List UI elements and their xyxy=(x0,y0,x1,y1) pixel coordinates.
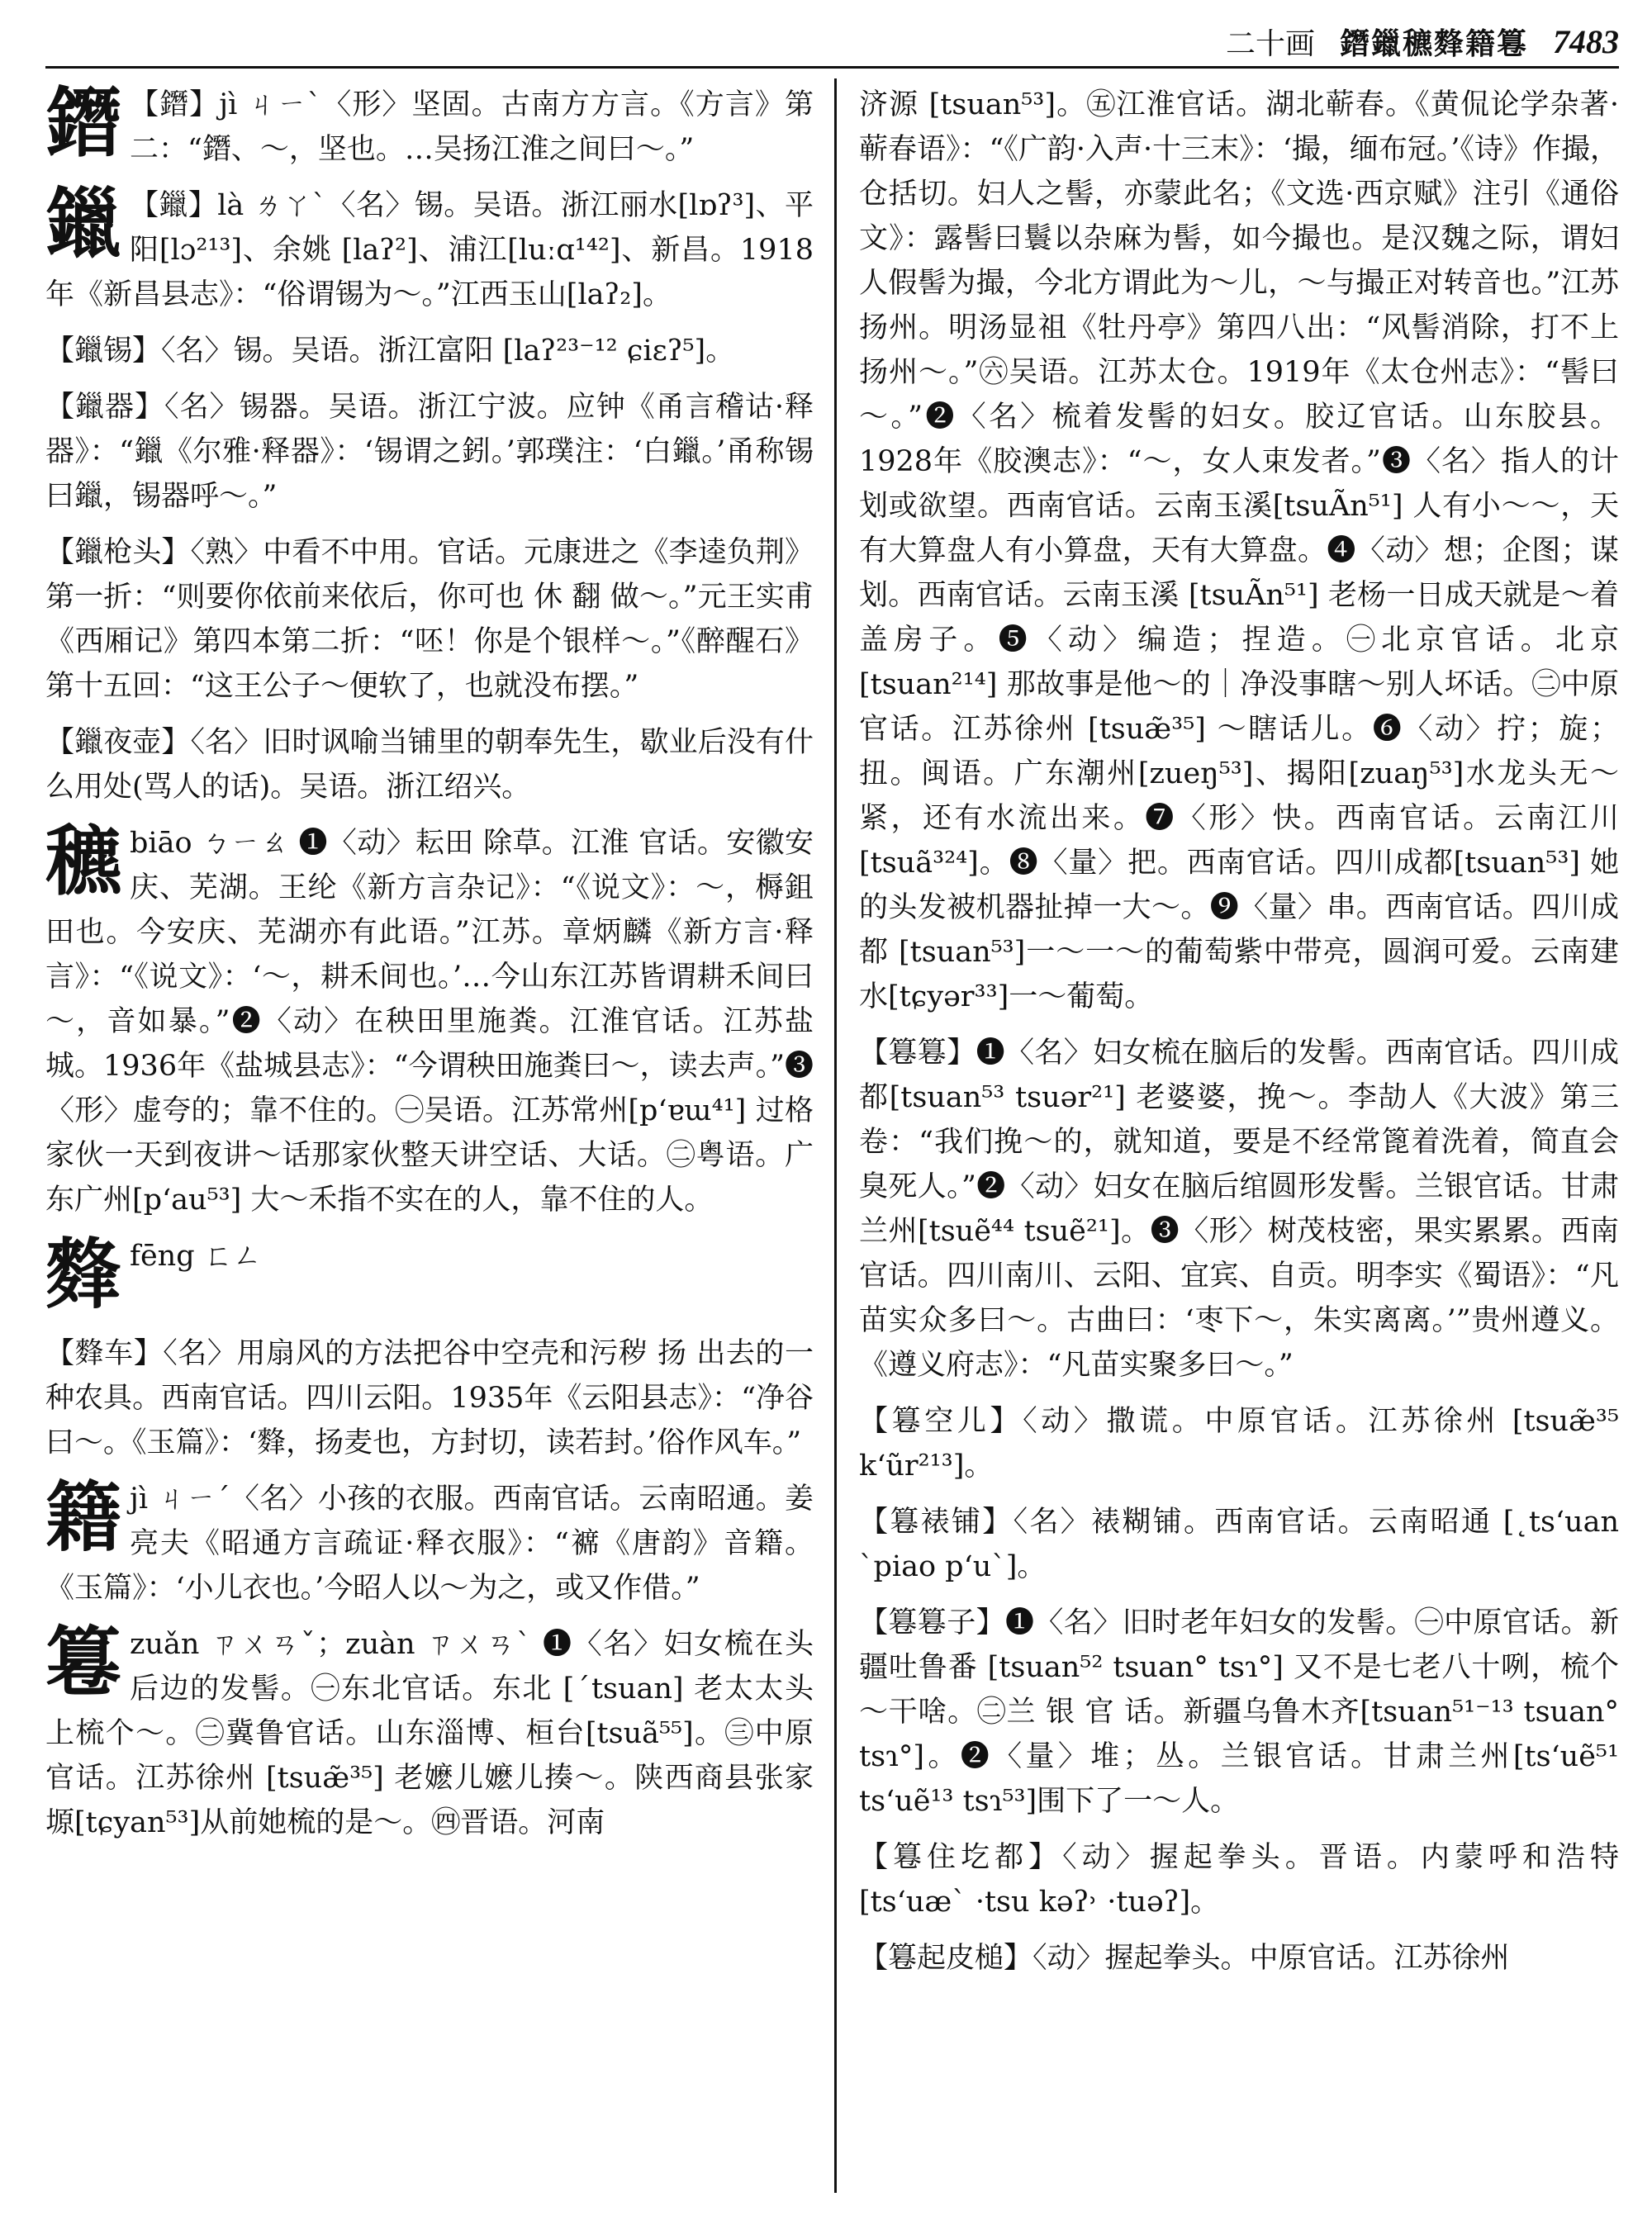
entry-zuanzhu xyxy=(859,1835,1619,1924)
entry-text: 【鐕】jì ㄐㄧˋ〈形〉坚固。古南方方言。《方言》第二：“鐕、～，坚也。…吴扬江淮之间曰～。” xyxy=(130,88,814,166)
entry-text: 【鑞枪头】〈熟〉中看不中用。官话。元康进之《李逵负荆》第一折：“则要你依前来依后，你可也 休 翻 做～。”元王实甫《西厢记》第四本第二折：“呸！你是个银样～。”《醉醒石》第十五回：“这王公子～便软了，也就没布摆。” xyxy=(45,536,814,703)
headword: 穮 xyxy=(45,817,122,906)
header-chars: 鐕鑞穮䴶籍篹 xyxy=(1339,26,1528,61)
headword: 䴶 xyxy=(45,1230,122,1319)
entry-text: 【篹起皮槌】〈动〉握起拳头。中原官话。江苏徐州 xyxy=(859,1942,1510,1975)
entry-text: 【鑞器】〈名〉锡器。吴语。浙江宁波。应钟《甬言稽诂·释器》：“鑞《尔雅·释器》：‘锡谓之鈏。’郭璞注：‘白鑞。’甬称锡曰鑞，锡器呼～。” xyxy=(45,391,814,513)
entry-text: 【鑞夜壶】〈名〉旧时讽喻当铺里的朝奉先生，歇业后没有什么用处(骂人的话)。吴语。浙江绍兴。 xyxy=(45,726,814,804)
entry-feng xyxy=(45,1230,814,1320)
page-header xyxy=(1123,17,1619,66)
headword: 鐕 xyxy=(45,78,122,168)
entry-text: 【䴶车】〈名〉用扇风的方法把谷中空壳和污秽 扬 出去的一种农具。西南官话。四川云阳。1935年《云阳县志》：“净谷曰～。《玉篇》：‘䴶，扬麦也，方封切，读若封。’俗作风车。” xyxy=(45,1337,814,1459)
page-number: 7483 xyxy=(1553,22,1619,60)
entry-jian xyxy=(45,78,814,172)
header-rule xyxy=(45,66,1619,69)
entry-text: 【鑞】là ㄌㄚˋ〈名〉锡。吴语。浙江丽水[lɒʔ³]、平阳[lɔ²¹³]、余姚 [laʔ²]、浦江[luːɑ¹⁴²]、新昌。1918年《新昌县志》：“俗谓锡为～。”江西玉山[laʔ₂]。 xyxy=(45,189,814,311)
entry-text: jì ㄐㄧˊ〈名〉小孩的衣服。西南官话。云南昭通。姜亮夫《昭通方言疏证·释衣服》：“褯《唐韵》音籍。《玉篇》：‘小儿衣也。’今昭人以～为之，或又作借。” xyxy=(45,1483,814,1605)
entry-text: 【篹裱铺】〈名〉裱糊铺。西南官话。云南昭通 [˛tsʻuan ˋpiao pʻuˋ]。 xyxy=(859,1506,1619,1583)
entry-zuanzuanzi xyxy=(859,1601,1619,1824)
headword: 籍 xyxy=(45,1473,122,1562)
entry-zuanqipichui xyxy=(859,1936,1619,1981)
entry-text: 济源 [tsuan⁵³]。㊄江淮官话。湖北蕲春。《黄侃论学杂著·蕲春语》：“《广韵·入声·十三末》：‘撮，缅布冠。’《诗》作撮，仓括切。妇人之髻，亦蒙此名；《文选·西京赋》注引《通俗文》：露髻曰鬟以杂麻为髻，如今撮也。是汉魏之际，谓妇人假髻为撮，今北方谓此为～儿，～与撮正对转音也。”江苏扬州。明汤显祖《牡丹亭》第四八出：“风髻消除，打不上扬州～。”㊅吴语。江苏太仓。1919年《太仓州志》：“髻曰～。”❷〈名〉梳着发髻的妇女。胶辽官话。山东胶县。1928年《胶澳志》：“～，女人束发者。”❸〈名〉指人的计划或欲望。西南官话。云南玉溪[tsuÃn⁵¹] 人有小～～，天有大算盘人有小算盘，天有大算盘。❹〈动〉想；企图；谋划。西南官话。云南玉溪 [tsuÃn⁵¹] 老杨一日成天就是～着盖房子。❺〈动〉编造；捏造。㊀北京官话。北京[tsuan²¹⁴] 那故事是他～的｜净没事瞎～别人坏话。㊁中原官话。江苏徐州 [tsuæ̃³⁵] ～瞎话儿。❻〈动〉拧；旋；扭。闽语。广东潮州[zueŋ⁵³]、揭阳[zuaŋ⁵³]水龙头无～紧，还有水流出来。❼〈形〉快。西南官话。云南江川[tsuã³²⁴]。❽〈量〉把。西南官话。四川成都[tsuan⁵³] 她的头发被机器扯掉一大～。❾〈量〉串。西南官话。四川成都 [tsuan⁵³]一～一～的葡萄紫中带亮，圆润可爱。云南建水[tɕyər³³]一～葡萄。 xyxy=(859,88,1619,1013)
entry-la xyxy=(45,179,814,317)
headword: 鑞 xyxy=(45,179,122,268)
entry-ji xyxy=(45,1473,814,1611)
entry-biao xyxy=(45,817,814,1222)
entry-zuanzuan xyxy=(859,1031,1619,1388)
entry-text: 【鑞锡】〈名〉锡。吴语。浙江富阳 [laʔ²³⁻¹² ɕiɛʔ⁵]。 xyxy=(45,334,735,368)
headword: 篹 xyxy=(45,1618,122,1707)
entry-zuanbiaopu xyxy=(859,1500,1619,1589)
section-label: 二十画 xyxy=(1225,26,1315,61)
entry-text: 【篹篹】❶〈名〉妇女梳在脑后的发髻。西南官话。四川成都[tsuan⁵³ tsuər²¹] 老婆婆，挽～。李劼人《大波》第三卷：“我们挽～的，就知道，要是不经常篦着洗着，简直会臭死人。”❷〈动〉妇女在脑后绾圆形发髻。兰银官话。甘肃兰州[tsuẽ⁴⁴ tsuẽ²¹]。❸〈形〉树茂枝密，果实累累。西南官话。四川南川、云阳、宜宾、自贡。明李实《蜀语》：“凡苗实众多曰～。古曲曰：‘枣下～，朱实离离。’”贵州遵义。《遵义府志》：“凡苗实聚多曰～。” xyxy=(859,1037,1619,1382)
entry-text: zuǎn ㄗㄨㄢˇ；zuàn ㄗㄨㄢˋ ❶〈名〉妇女梳在头后边的发髻。㊀东北官话。东北 [ˊtsuan] 老太太头上梳个～。㊁冀鲁官话。山东淄博、桓台[tsuã⁵⁵]。㊂中原官话。江苏徐州 [tsuæ̃³⁵] 老嬷儿嬷儿揍～。陕西商县张家塬[tɕyan⁵³]从前她梳的是～。㊃晋语。河南 xyxy=(45,1628,814,1839)
entry-text: fēng ㄈㄥ xyxy=(130,1240,262,1273)
right-column xyxy=(859,83,1619,1992)
left-column xyxy=(45,78,814,1857)
column-divider xyxy=(834,78,837,2193)
entry-fengche xyxy=(45,1331,814,1465)
entry-laqi xyxy=(45,385,814,519)
entry-laqiangtou xyxy=(45,530,814,709)
entry-text: 【篹住圪都】〈动〉握起拳头。晋语。内蒙呼和浩特 [tsʻuæˋ ·tsu kəʔ˒ ·tuəʔ]。 xyxy=(859,1841,1619,1919)
entry-zuankonger xyxy=(859,1399,1619,1488)
entry-zuan-cont xyxy=(859,83,1619,1019)
entry-layehu xyxy=(45,720,814,809)
entry-zuan xyxy=(45,1618,814,1845)
entry-text: 【篹篹子】❶〈名〉旧时老年妇女的发髻。㊀中原官话。新疆吐鲁番 [tsuan⁵² tsuan° tsɿ°] 又不是七老八十咧，梳个～干啥。㊁兰 银 官 话。新疆乌鲁木齐[tsuan⁵¹⁻¹³ tsuan° tsɿ°]。❷〈量〉堆；丛。兰银官话。甘肃兰州[tsʻuẽ⁵¹ tsʻuẽ¹³ tsɿ⁵³]围下了一～人。 xyxy=(859,1606,1619,1818)
entry-laxi xyxy=(45,329,814,373)
entry-text: biāo ㄅㄧㄠ ❶〈动〉耘田 除草。江淮 官话。安徽安庆、芜湖。王纶《新方言杂记》：“《说文》：～，槈鉏田也。今安庆、芜湖亦有此语。”江苏。章炳麟《新方言·释言》：“《说文》：‘～，耕禾间也。’…今山东江苏皆谓耕禾间曰～，音如暴。”❷〈动〉在秧田里施粪。江淮官话。江苏盐城。1936年《盐城县志》：“今谓秧田施粪曰～，读去声。”❸〈形〉虚夸的；靠不住的。㊀吴语。江苏常州[pʻɐɯ⁴¹] 过格家伙一天到夜讲～话那家伙整天讲空话、大话。㊁粤语。广东广州[pʻau⁵³] 大～禾指不实在的人，靠不住的人。 xyxy=(45,827,814,1217)
entry-text: 【篹空儿】〈动〉撒谎。中原官话。江苏徐州 [tsuæ̃³⁵ kʻũr²¹³]。 xyxy=(859,1405,1619,1483)
